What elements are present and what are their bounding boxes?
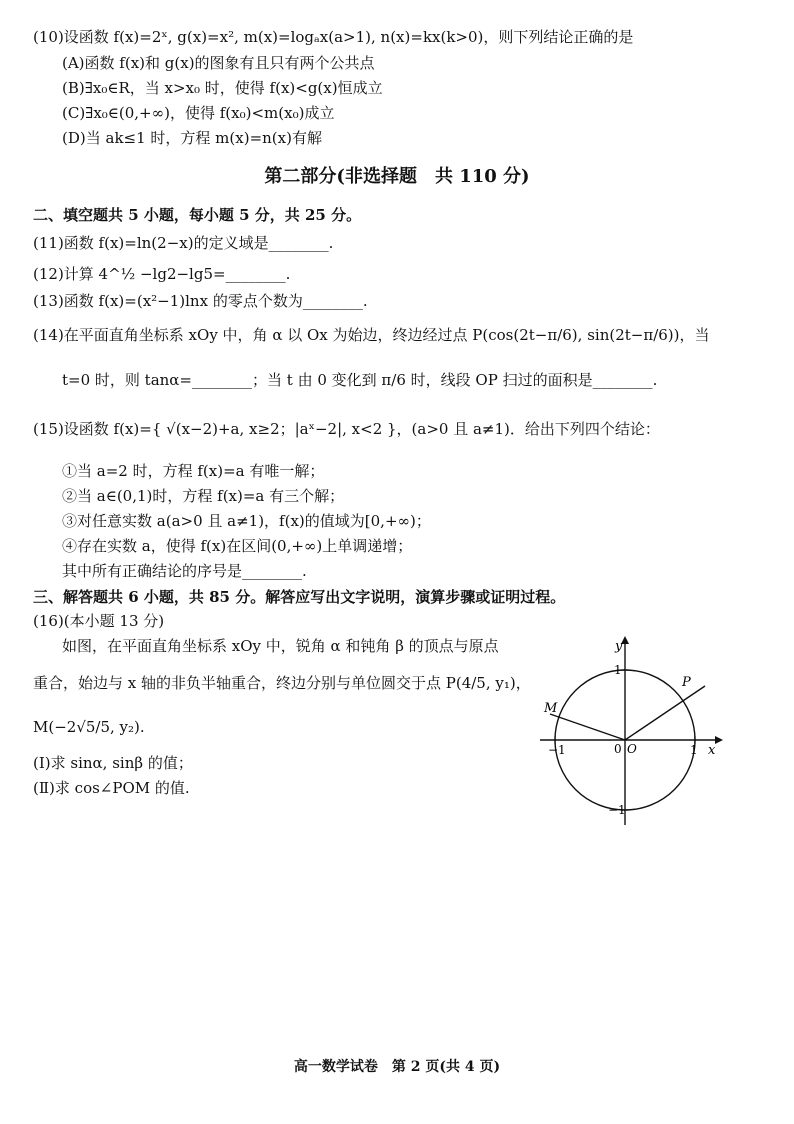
q15-item-3: ③对任意实数 a(a>0 且 a≠1)，f(x)的值域为[0,+∞)；	[62, 512, 431, 530]
q16-part1: (Ⅰ)求 sinα, sinβ 的值；	[33, 754, 193, 772]
q10-option-a: (A)函数 f(x)和 g(x)的图象有且只有两个公共点	[62, 54, 375, 72]
q10-option-b: (B)∃x₀∈R，当 x>x₀ 时，使得 f(x)<g(x)恒成立	[62, 79, 383, 97]
q15-item-4: ④存在实数 a，使得 f(x)在区间(0,+∞)上单调递增；	[62, 537, 413, 555]
section2-heading: 二、填空题共 5 小题，每小题 5 分，共 25 分。	[33, 206, 362, 224]
section3-heading: 三、解答题共 6 小题，共 85 分。解答应写出文字说明，演算步骤或证明过程。	[33, 588, 566, 606]
q15-ending: 其中所有正确结论的序号是________.	[62, 562, 307, 580]
y-axis-label: y	[615, 639, 623, 654]
q14-line1: (14)在平面直角坐标系 xOy 中，角 α 以 Ox 为始边，终边经过点 P(cos(2t−π/6), sin(2t−π/6))，当	[33, 326, 710, 344]
q13: (13)函数 f(x)=(x²−1)lnx 的零点个数为________.	[33, 292, 368, 310]
x-axis-label: x	[708, 743, 716, 758]
page-footer: 高一数学试卷 第 2 页(共 4 页)	[293, 1059, 501, 1075]
origin-zero-label: 0	[614, 742, 622, 756]
tick-pos-x-label: 1	[690, 743, 698, 757]
q10-option-c: (C)∃x₀∈(0,+∞)，使得 f(x₀)<m(x₀)成立	[62, 104, 335, 122]
q16-line2: 重合，始边与 x 轴的非负半轴重合，终边分别与单位圆交于点 P(4/5, y₁)，	[33, 674, 531, 692]
tick-pos-y-label: 1	[614, 663, 622, 677]
origin-o-label: O	[627, 742, 637, 756]
q10-stem: (10)设函数 f(x)=2ˣ, g(x)=x², m(x)=logₐx(a>1), n(x)=kx(k>0)，则下列结论正确的是	[33, 28, 634, 46]
q16-part2: (Ⅱ)求 cos∠POM 的值.	[33, 779, 190, 797]
q16-header: (16)(本小题 13 分)	[33, 612, 165, 630]
part2-title: 第二部分(非选择题 共 110 分)	[264, 166, 530, 187]
q14-line2: t=0 时，则 tanα=________；当 t 由 0 变化到 π/6 时，线段 OP 扫过的面积是________.	[62, 371, 658, 389]
unit-circle-figure	[530, 630, 730, 830]
q15-stem: (15)设函数 f(x)={ √(x−2)+a, x≥2；|aˣ−2|, x<2 }，(a>0 且 a≠1)．给出下列四个结论：	[33, 420, 660, 438]
x-axis-arrow	[715, 736, 723, 744]
q11: (11)函数 f(x)=ln(2−x)的定义域是________.	[33, 234, 334, 252]
q15-item-1: ①当 a=2 时，方程 f(x)=a 有唯一解；	[62, 462, 325, 480]
tick-neg-x-label: −1	[548, 743, 566, 757]
tick-neg-y-label: −1	[608, 803, 626, 817]
point-m-label: M	[544, 701, 558, 716]
q12: (12)计算 4^½ −lg2−lg5=________.	[33, 265, 291, 283]
q15-item-2: ②当 a∈(0,1)时，方程 f(x)=a 有三个解；	[62, 487, 345, 505]
q16-line1: 如图，在平面直角坐标系 xOy 中，锐角 α 和钝角 β 的顶点与原点	[62, 637, 499, 655]
ray-om	[550, 714, 625, 740]
ray-op	[625, 686, 705, 740]
q16-line3: M(−2√5/5, y₂).	[33, 718, 145, 736]
point-p-label: P	[682, 675, 691, 690]
q10-option-d: (D)当 ak≤1 时，方程 m(x)=n(x)有解	[62, 129, 322, 147]
